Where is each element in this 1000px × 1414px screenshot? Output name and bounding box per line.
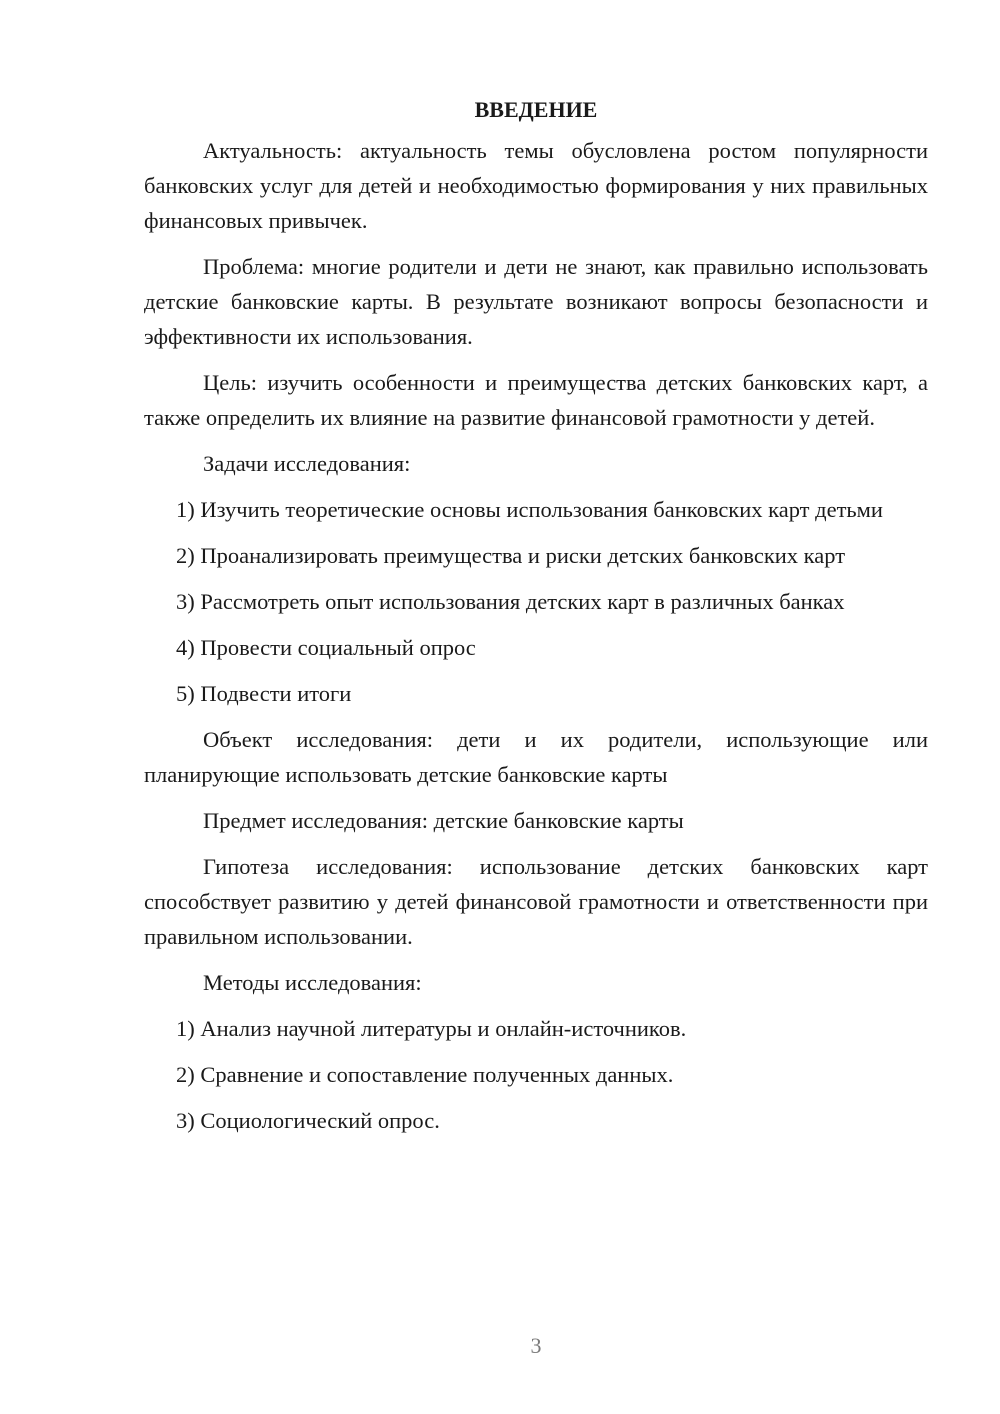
task-item: 1) Изучить теоретические основы использования банковских карт детьми [176, 497, 883, 522]
method-item: 2) Сравнение и сопоставление полученных данных. [176, 1062, 674, 1087]
page-title: ВВЕДЕНИЕ [474, 97, 598, 122]
page-content [144, 92, 928, 1149]
task-item: 2) Проанализировать преимущества и риски детских банковских карт [176, 543, 846, 568]
tasks-heading: Задачи исследования: [203, 451, 411, 476]
object-paragraph: Объект исследования: дети и их родители, использующие или планирующие использовать детские банковские карты [144, 727, 928, 787]
methods-heading: Методы исследования: [203, 970, 422, 995]
page-number: 3 [530, 1333, 542, 1358]
hypothesis-paragraph: Гипотеза исследования: использование детских банковских карт способствует развитию у детей финансовой грамотности и ответственности при правильном использовании. [144, 854, 928, 949]
subject-paragraph: Предмет исследования: детские банковские карты [203, 808, 684, 833]
method-item: 3) Социологический опрос. [176, 1108, 440, 1133]
relevance-paragraph: Актуальность: актуальность темы обусловлена ростом популярности банковских услуг для детей и необходимостью формирования у них правильных финансовых привычек. [144, 138, 928, 233]
task-item: 5) Подвести итоги [176, 681, 352, 706]
goal-paragraph: Цель: изучить особенности и преимущества детских банковских карт, а также определить их влияние на развитие финансовой грамотности у детей. [144, 370, 928, 430]
task-item: 4) Провести социальный опрос [176, 635, 476, 660]
task-item: 3) Рассмотреть опыт использования детских карт в различных банках [176, 589, 845, 614]
problem-paragraph: Проблема: многие родители и дети не знают, как правильно использовать детские банковские карты. В результате возникают вопросы безопасности и эффективности их использования. [144, 254, 928, 349]
method-item: 1) Анализ научной литературы и онлайн-источников. [176, 1016, 687, 1041]
